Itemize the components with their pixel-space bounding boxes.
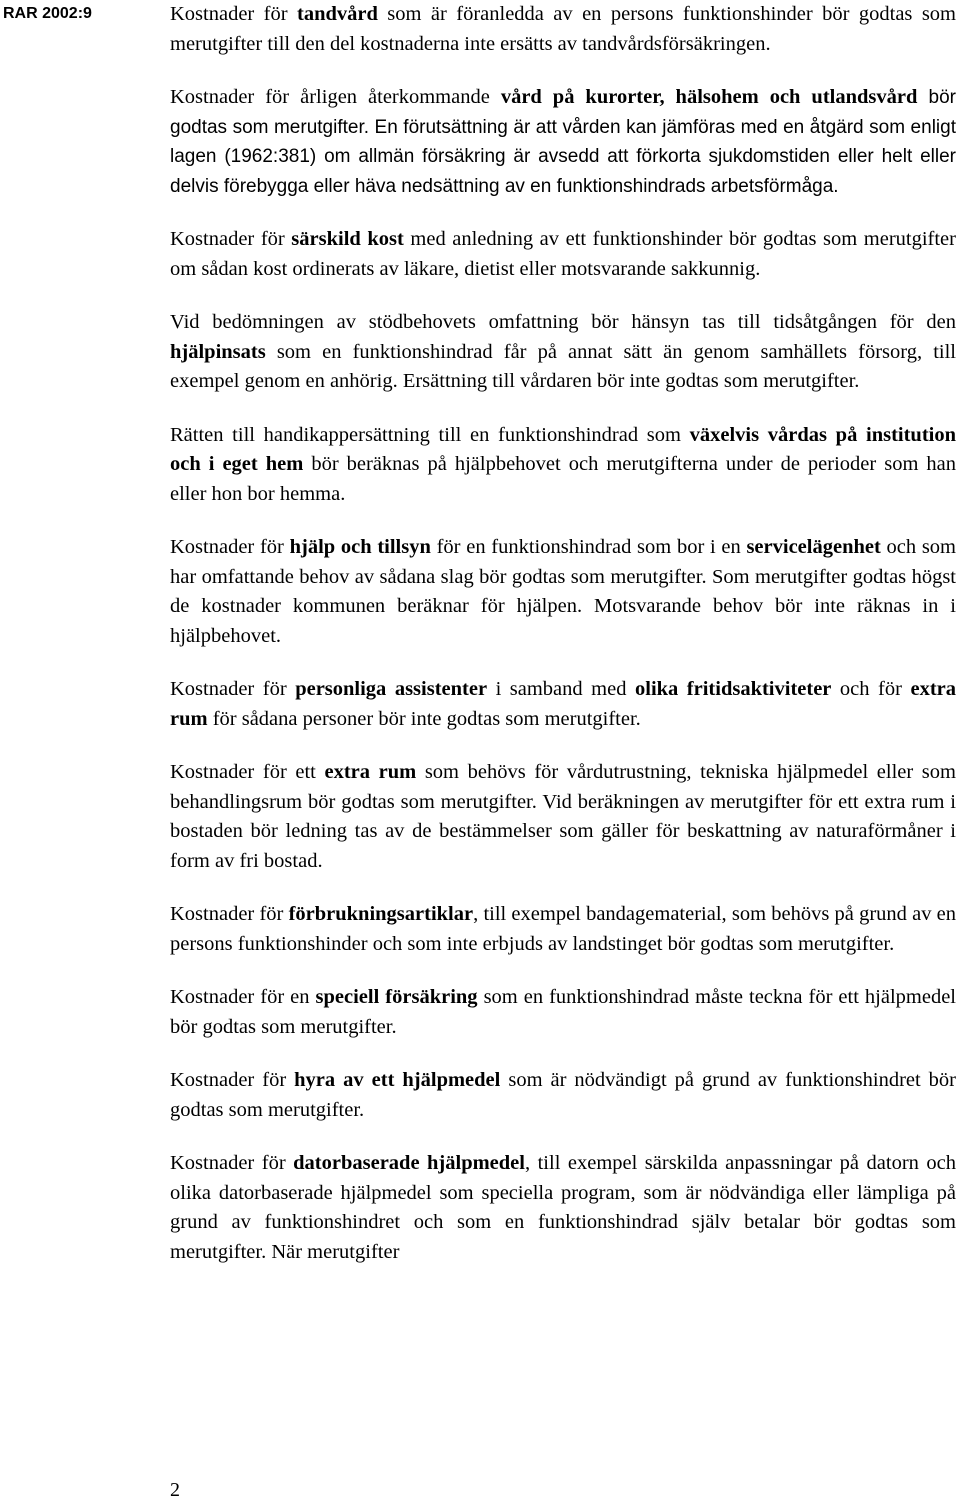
paragraph — [170, 0, 956, 59]
text-run: som är nödvändigt på grund av funktionshindret bör godtas som merutgifter. — [170, 1069, 957, 1121]
text-run: Kostnader för — [170, 1152, 294, 1174]
bold-term: personliga assistenter — [295, 678, 488, 700]
bold-term: tandvård — [297, 3, 378, 25]
bold-term: speciell försäkring — [315, 986, 478, 1008]
bold-term: växelvis vårdas på institution och i eget hem — [170, 423, 956, 475]
text-run: Kostnader för — [170, 903, 289, 925]
page-number: 2 — [170, 1479, 180, 1501]
text-run: som en funktionshindrad får på annat sätt än genom samhällets försorg, till exempel genom en anhörig. Ersättning till vårdaren bör inte godtas som merutgifter. — [170, 340, 956, 392]
text-run: En förutsättning är att vården kan jämföras med en åtgärd som enligt lagen (1962:381) om allmän försäkring är avsedd att förkorta sjukdomstiden eller helt eller delvis förebygga eller häva nedsättning av en funktionshindrads arbetsförmåga. — [170, 116, 956, 197]
text-run: som en funktionshindrad måste teckna för ett hjälpmedel bör godtas som merutgifter. — [170, 986, 956, 1038]
paragraph — [170, 421, 956, 510]
text-run: och för — [831, 678, 911, 700]
text-run: som är föranledda av en persons funktionshinder bör godtas som merutgifter till den del kostnaderna inte ersätts av tandvårdsförsäkringen. — [170, 3, 956, 55]
paragraph — [170, 1149, 956, 1267]
text-run: Rätten till handikappersättning till en funktionshindrad som — [170, 423, 690, 446]
text-run: Kostnader för — [170, 228, 292, 250]
bold-term: hjälp och tillsyn — [289, 536, 431, 558]
text-run: , till exempel särskilda anpassningar på datorn och olika datorbaserade hjälpmedel som speciella program, som är nödvändiga eller lämpliga på grund av funktionshindret och som en funktionshindrad själv betalar bör godtas som merutgifter. När merutgifter — [170, 1152, 956, 1263]
text-run: för en funktionshindrad som bor i en — [430, 536, 747, 558]
paragraph — [170, 83, 956, 201]
text-run: , till exempel bandagematerial, som behövs på grund av en persons funktionshinder och som inte erbjuds av landstinget bör godtas som merutgifter. — [170, 903, 957, 955]
text-run: Kostnader för årligen återkommande — [170, 86, 501, 108]
paragraph — [170, 900, 956, 959]
bold-term: hyra av ett hjälpmedel — [294, 1069, 501, 1091]
paragraph — [170, 225, 956, 284]
bold-term: extra rum — [324, 761, 417, 783]
text-run: Kostnader för ett — [170, 761, 325, 783]
body-text — [170, 0, 956, 1291]
bold-term: förbrukningsartiklar — [288, 903, 474, 925]
text-run: bör godtas som merutgifter. — [170, 87, 956, 138]
paragraph — [170, 758, 956, 876]
text-run: Kostnader för — [170, 536, 290, 558]
text-run: Vid bedömningen av stödbehovets omfattning bör hänsyn tas till tidsåtgången för den — [170, 311, 956, 333]
text-run: för sådana personer bör inte godtas som merutgifter. — [207, 707, 641, 730]
text-run: med anledning av ett funktionshinder bör godtas som merutgifter om sådan kost ordinerats av läkare, dietist eller motsvarande sakkunnig. — [170, 228, 956, 280]
bold-term: extra rum — [170, 678, 956, 730]
paragraph — [170, 308, 956, 397]
paragraph — [170, 1066, 956, 1125]
text-run: Kostnader för — [170, 1069, 295, 1091]
bold-term: olika fritidsaktiviteter — [635, 678, 832, 700]
document-id-header: RAR 2002:9 — [3, 5, 92, 22]
text-run: Kostnader för — [170, 678, 296, 700]
text-run: Kostnader för en — [170, 986, 316, 1008]
text-run: bör beräknas på hjälpbehovet och merutgifterna under de perioder som han eller hon bor hemma. — [170, 453, 956, 505]
bold-term: datorbaserade hjälpmedel — [293, 1152, 525, 1174]
bold-term: hjälpinsats — [170, 340, 266, 363]
bold-term: särskild kost — [291, 228, 404, 250]
paragraph — [170, 675, 956, 734]
bold-term: servicelägenhet — [746, 536, 881, 558]
text-run: Kostnader för — [170, 3, 297, 25]
text-run: och som har omfattande behov av sådana slag bör godtas som merutgifter. Som merutgifter godtas högst de kostnader kommunen beräknar för hjälpen. Motsvarande behov bör inte räknas in i hjälpbehovet. — [170, 536, 956, 647]
bold-term: vård på kurorter, hälsohem och utlandsvård — [500, 86, 918, 108]
paragraph — [170, 533, 956, 651]
paragraph — [170, 983, 956, 1042]
text-run: i samband med — [487, 678, 635, 700]
text-run: som behövs för vårdutrustning, tekniska hjälpmedel eller som behandlingsrum bör godtas som merutgifter. Vid beräkningen av merutgifter för ett extra rum i bostaden bör ledning tas av de bestämmelser som gäller för beskattning av naturaförmåner i form av fri bostad. — [170, 761, 956, 872]
